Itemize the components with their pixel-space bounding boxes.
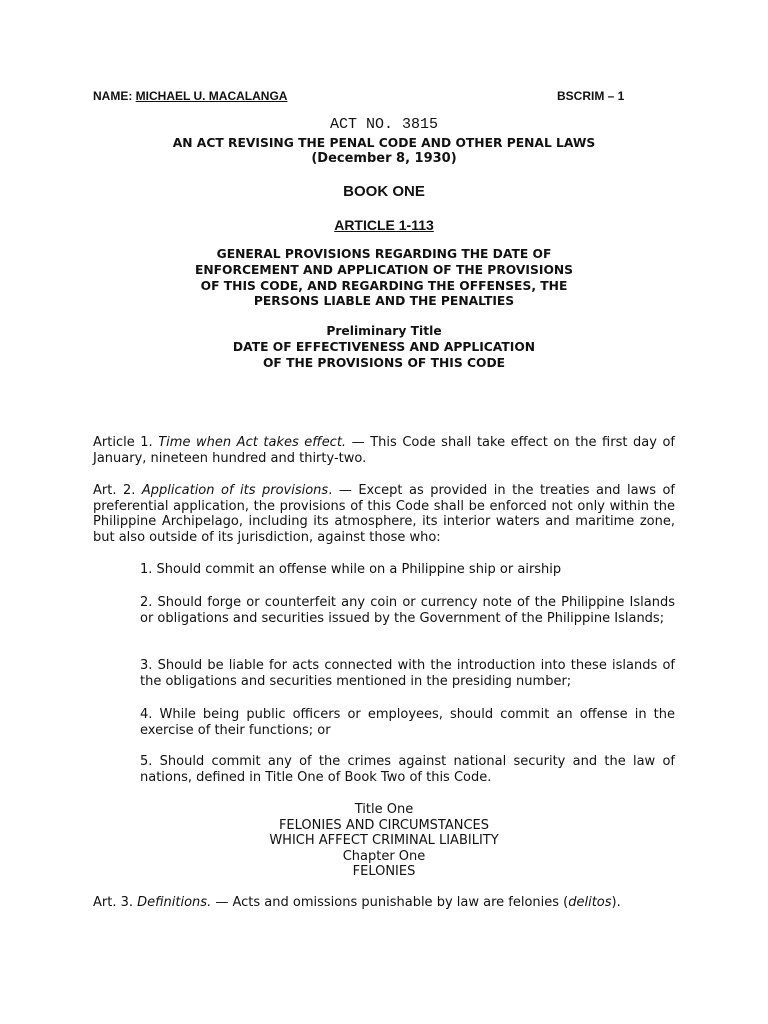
article-2-heading: Application of its provisions: [141, 483, 329, 498]
name-label: NAME:: [93, 89, 133, 103]
article-1-text: — This Code shall take effect on the first day of January, nineteen hundred and thirty-two.: [93, 435, 676, 466]
act-number: ACT NO. 3815: [329, 116, 439, 133]
article-2-item-1: 1. Should commit an offense while on a Philippine ship or airship: [140, 562, 562, 577]
article-2-prefix: Art. 2.: [93, 483, 142, 498]
article-3-text: — Acts and omissions punishable by law are felonies (: [211, 895, 569, 910]
article-3: [93, 895, 675, 911]
article-2-item-5: 5. Should commit any of the crimes against national security and the law of nations, defined in Title One of Book Two of this Code.: [140, 754, 675, 785]
preliminary-title: Preliminary Title: [326, 324, 442, 338]
title-one-line-2: WHICH AFFECT CRIMINAL LIABILITY: [269, 833, 499, 848]
article-3-text-end: ).: [611, 895, 621, 910]
chapter-heading: Chapter One: [342, 849, 426, 864]
title-one-line-1: FELONIES AND CIRCUMSTANCES: [278, 818, 490, 833]
act-date: (December 8, 1930): [311, 151, 457, 166]
preliminary-line-2: OF THE PROVISIONS OF THIS CODE: [262, 356, 506, 370]
article-3-term: delitos: [568, 895, 612, 910]
article-2-text: . — Except as provided in the treaties and laws of preferential application, the provisions of this Code shall be enforced not only within the Philippine Archipelago, including its atmosphere, its interior waters and maritime zone, but also outside of its jurisdiction, against those who:: [93, 483, 675, 545]
student-name-line: [93, 89, 287, 103]
general-provisions-line-1: GENERAL PROVISIONS REGARDING THE DATE OF: [216, 247, 552, 261]
article-3-heading: Definitions.: [137, 895, 212, 910]
book-heading: BOOK ONE: [343, 183, 425, 200]
course-label: BSCRIM – 1: [557, 89, 625, 103]
general-provisions-line-3: OF THIS CODE, AND REGARDING THE OFFENSES, THE: [200, 279, 568, 293]
article-2-item-2: 2. Should forge or counterfeit any coin or currency note of the Philippine Islands or obligations and securities issued by the Government of the Philippine Islands;: [140, 595, 675, 626]
article-1-heading: Time when Act takes effect.: [158, 435, 347, 450]
article-1: [93, 435, 675, 466]
article-range: ARTICLE 1-113: [334, 217, 434, 233]
chapter-name: FELONIES: [352, 864, 416, 879]
general-provisions-line-4: PERSONS LIABLE AND THE PENALTIES: [253, 294, 515, 308]
article-1-prefix: Article 1.: [93, 435, 159, 450]
preliminary-line-1: DATE OF EFFECTIVENESS AND APPLICATION: [232, 340, 536, 354]
general-provisions-line-2: ENFORCEMENT AND APPLICATION OF THE PROVISIONS: [194, 263, 574, 277]
article-2-item-4: 4. While being public officers or employees, should commit an offense in the exercise of their functions; or: [140, 707, 675, 738]
article-3-prefix: Art. 3.: [93, 895, 138, 910]
article-2: [93, 483, 675, 545]
title-one-heading: Title One: [354, 802, 414, 817]
student-name: MICHAEL U. MACALANGA: [135, 89, 288, 103]
act-title: AN ACT REVISING THE PENAL CODE AND OTHER PENAL LAWS: [172, 136, 596, 150]
article-2-item-3: 3. Should be liable for acts connected with the introduction into these islands of the obligations and securities mentioned in the presiding number;: [140, 658, 675, 689]
